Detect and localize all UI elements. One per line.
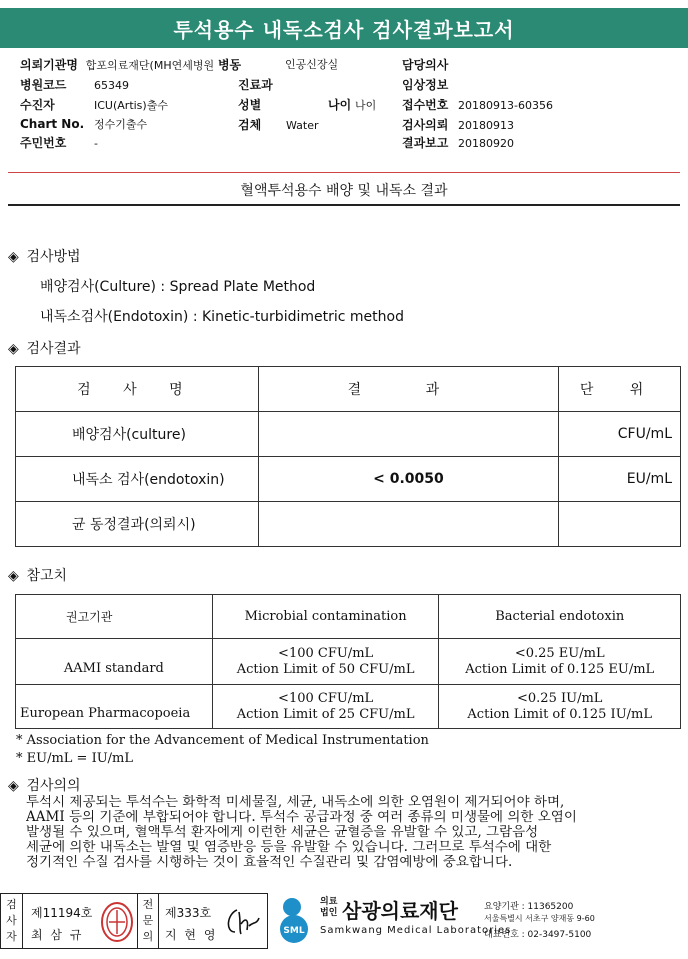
registration-value: 20180913-60356 xyxy=(458,99,553,112)
approver-label: 전문의 xyxy=(137,894,159,948)
col-unit-header: 단 위 xyxy=(559,367,681,412)
diamond-icon: ◈ xyxy=(8,778,19,794)
specimen-value: Water xyxy=(286,119,319,132)
table-header-row xyxy=(16,595,681,639)
signature-icon xyxy=(223,904,263,940)
test-result xyxy=(258,502,558,547)
signature-box xyxy=(0,893,268,949)
test-unit: CFU/mL xyxy=(559,412,681,457)
organization-logo xyxy=(272,893,684,949)
org-english-name: Samkwang Medical Laboratories xyxy=(320,925,512,936)
micro-cell: <100 CFU/mL Action Limit of 25 CFU/mL xyxy=(212,685,439,729)
request-date-label: 검사의뢰 xyxy=(402,118,449,132)
table-row xyxy=(16,457,681,502)
opinion-heading: ◈ 검사의의 xyxy=(8,778,81,794)
col-result-header: 결 과 xyxy=(258,367,558,412)
test-name: 내독소 검사(endotoxin) xyxy=(16,457,259,502)
method-culture: 배양검사(Culture) : Spread Plate Method xyxy=(40,279,316,295)
sml-logo-icon xyxy=(272,895,318,945)
agency-name: AAMI standard xyxy=(16,639,213,685)
test-result xyxy=(258,412,558,457)
test-name: 배양검사(culture) xyxy=(16,412,259,457)
patient-label: 수진자 xyxy=(20,98,55,112)
method-endotoxin: 내독소검사(Endotoxin) : Kinetic-turbidimetric method xyxy=(40,309,404,325)
test-result: < 0.0050 xyxy=(258,457,558,502)
org-code: 요양기관 : 11365200 xyxy=(484,902,574,912)
table-header-row xyxy=(16,367,681,412)
divider-top xyxy=(8,172,680,173)
section-title: 혈액투석용수 배양 및 내독소 결과 xyxy=(240,183,448,199)
test-unit: EU/mL xyxy=(559,457,681,502)
table-row xyxy=(16,502,681,547)
chart-no-label: Chart No. xyxy=(20,117,85,131)
request-date-value: 20180913 xyxy=(458,119,514,132)
table-row xyxy=(16,685,681,729)
ward-label: 병동 xyxy=(217,58,242,72)
age-label: 나이 xyxy=(328,98,352,112)
hospital-code-label: 병원코드 xyxy=(20,78,67,92)
reference-table xyxy=(15,594,681,729)
institution-label: 의뢰기관명 xyxy=(20,58,78,72)
legal-entity: 의료법인 xyxy=(320,897,338,918)
endo-cell: <0.25 EU/mL Action Limit of 0.125 EU/mL xyxy=(439,639,681,685)
diamond-icon: ◈ xyxy=(8,568,19,584)
results-table xyxy=(15,366,681,547)
department-label: 진료과 xyxy=(238,78,273,92)
examiner-license: 제11194호 xyxy=(31,906,93,920)
col-agency-header: 권고기관 xyxy=(16,595,213,639)
results-heading: ◈ 검사결과 xyxy=(8,341,81,357)
org-phone: 대표번호 : 02-3497-5100 xyxy=(484,930,592,940)
table-row xyxy=(16,639,681,685)
test-unit xyxy=(559,502,681,547)
specimen-label: 검체 xyxy=(238,118,262,132)
approver-license: 제333호 xyxy=(165,906,212,920)
report-date-value: 20180920 xyxy=(458,137,514,150)
approver-name: 지 현 영 xyxy=(165,928,218,942)
institution-row xyxy=(20,56,241,73)
resident-no-value: - xyxy=(94,137,98,150)
note-aami: * Association for the Advancement of Medical Instrumentation xyxy=(16,733,429,748)
doctor-label: 담당의사 xyxy=(402,58,449,72)
patient-value: ICU(Artis)출수 xyxy=(94,99,168,112)
method-heading: ◈ 검사방법 xyxy=(8,249,81,265)
note-eu: * EU/mL = IU/mL xyxy=(16,751,134,766)
report-date-label: 결과보고 xyxy=(402,136,449,150)
col-name-header: 검 사 명 xyxy=(16,367,259,412)
examiner-name: 최 삼 규 xyxy=(31,928,84,942)
svg-text:SML: SML xyxy=(283,926,305,936)
ward-value: 인공신장실 xyxy=(285,58,339,71)
micro-cell: <100 CFU/mL Action Limit of 50 CFU/mL xyxy=(212,639,439,685)
diamond-icon: ◈ xyxy=(8,341,19,357)
registration-label: 접수번호 xyxy=(402,98,449,112)
report-title: 투석용수 내독소검사 검사결과보고서 xyxy=(0,8,688,48)
org-name: 삼광의료재단 xyxy=(342,899,458,923)
seal-icon xyxy=(99,900,135,944)
org-address: 서울특별시 서초구 양재동 9-60 xyxy=(484,914,595,923)
agency-name: European Pharmacopoeia xyxy=(16,685,213,729)
endo-cell: <0.25 IU/mL Action Limit of 0.125 IU/mL xyxy=(439,685,681,729)
resident-no-label: 주민번호 xyxy=(20,136,67,150)
opinion-text: 투석시 제공되는 투석수는 화학적 미세물질, 세균, 내독소에 의한 오염원이 제거되어야 하며, AAMI 등의 기준에 부합되어야 합니다. 투석수 공급과정 중 여러 종류의 미생물에 의한 오염이 발생될 수 있으며, 혈액투석 환자에게 이런한 세균은 균혈증을 유발할 수 있고, 그람음성 세균에 의한 내독소는 발열 및 염증반응 등을 유발할 수 있습니다. 그러므로 투석수에 대한 정기적인 수질 검사를 시행하는 것이 효율적인 수질관리 및 감염예방에 중요합니다. xyxy=(26,795,577,870)
col-micro-header: Microbial contamination xyxy=(212,595,439,639)
test-name: 균 동정결과(의뢰시) xyxy=(16,502,259,547)
clinical-info-label: 임상정보 xyxy=(402,78,449,92)
examiner-label: 검사자 xyxy=(1,894,23,948)
chart-no-value: 정수기출수 xyxy=(94,118,148,131)
sex-label: 성별 xyxy=(238,98,262,112)
reference-heading: ◈ 참고치 xyxy=(8,568,68,584)
hospital-code-value: 65349 xyxy=(94,79,129,92)
institution-value: 합포의료재단(MH연세병원 xyxy=(85,59,215,72)
age-value: 나이 xyxy=(355,99,377,112)
divider-section xyxy=(8,204,680,206)
table-row xyxy=(16,412,681,457)
diamond-icon: ◈ xyxy=(8,249,19,265)
col-endo-header: Bacterial endotoxin xyxy=(439,595,681,639)
